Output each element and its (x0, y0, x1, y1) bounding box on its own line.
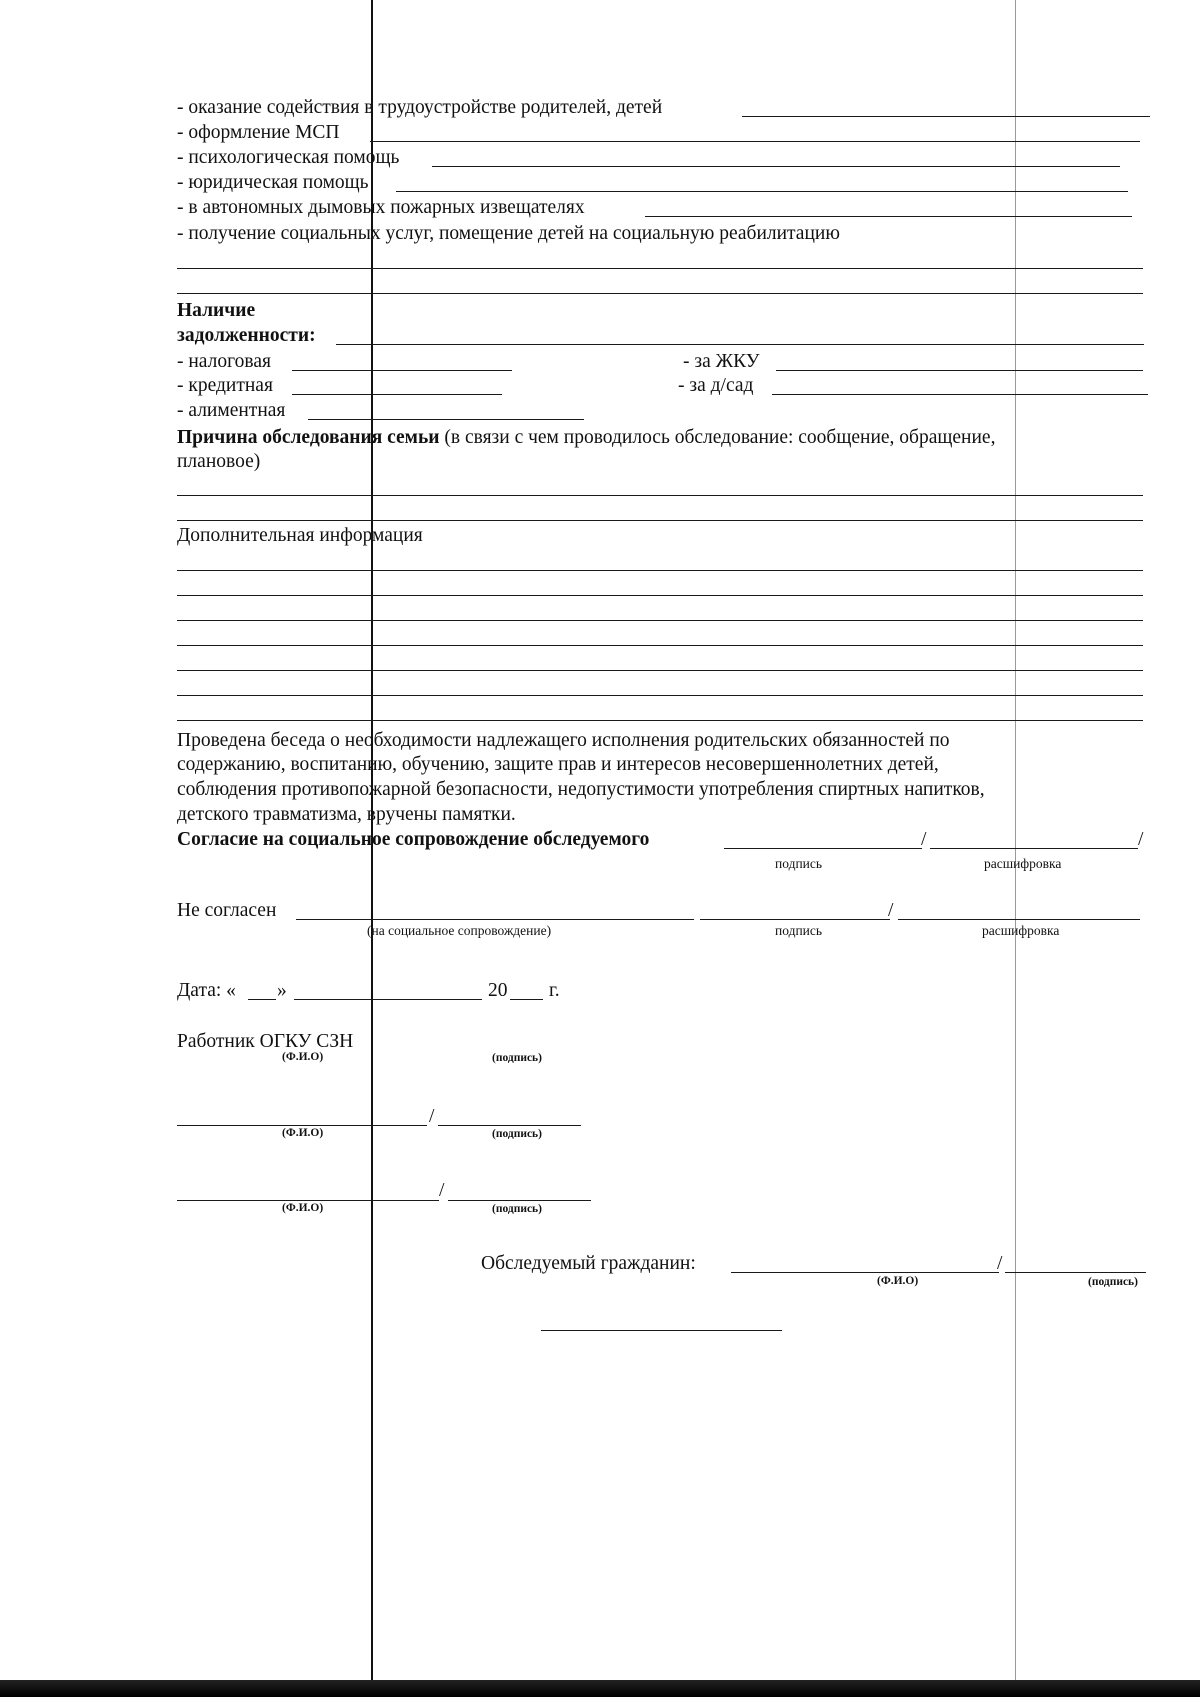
additional-line-7 (177, 720, 1143, 721)
worker-fio-line-3 (177, 1200, 439, 1201)
worker-slash-2: / (429, 1106, 435, 1127)
examined-fio-line (731, 1272, 999, 1273)
date-year-suffix: г. (549, 980, 560, 1001)
additional-line-3 (177, 620, 1143, 621)
disagree-note-caption: (на социальное сопровождение) (367, 923, 552, 938)
examined-label: Обследуемый гражданин: (481, 1253, 696, 1274)
examined-fio-caption: (Ф.И.О) (877, 1275, 919, 1287)
assist-msp: - оформление МСП (177, 122, 340, 143)
worker-label: Работник ОГКУ СЗН (177, 1031, 354, 1052)
assist-smoke: - в автономных дымовых пожарных извещателях (177, 197, 585, 218)
debt-heading-2: задолженности: (177, 325, 316, 346)
date-day-line (248, 999, 276, 1000)
debt-alimony: - алиментная (177, 400, 286, 421)
conversation-line-3: соблюдения противопожарной безопасности, недопустимости употребления спиртных напитков, (177, 779, 985, 800)
debt-housing-line (776, 370, 1143, 371)
disagree-signature-caption: подпись (775, 923, 823, 938)
scan-artifact-footer-band (0, 1680, 1200, 1697)
worker-slash-3: / (439, 1180, 445, 1201)
reason-line-a (177, 495, 1143, 496)
worker-signature-line-3 (448, 1200, 591, 1201)
debt-credit-line (292, 394, 502, 395)
additional-label: Дополнительная информация (177, 525, 423, 546)
assist-employment: - оказание содействия в трудоустройстве родителей, детей (177, 97, 663, 118)
debt-kindergarten: - за д/сад (678, 375, 754, 396)
reason-rest: (в связи с чем проводилось обследование: сообщение, обращение, (439, 427, 996, 448)
date-month-line (294, 999, 482, 1000)
assist-psych: - психологическая помощь (177, 147, 400, 168)
disagree-signature-line (700, 919, 890, 920)
date-close-quote: » (277, 980, 287, 1001)
date-label: Дата: « (177, 980, 236, 1001)
assist-legal: - юридическая помощь (177, 172, 369, 193)
debt-tax-line (292, 370, 512, 371)
worker-fio-caption-2: (Ф.И.О) (282, 1127, 324, 1139)
assist-employment-line (742, 116, 1150, 117)
conversation-line-2: содержанию, воспитанию, обучению, защите прав и интересов несовершеннолетних детей, (177, 754, 939, 775)
worker-fio-caption-1: (Ф.И.О) (282, 1051, 324, 1063)
consent-end-slash: / (1138, 829, 1144, 850)
worker-signature-line-2 (438, 1125, 581, 1126)
examined-signature-caption: (подпись) (1088, 1276, 1138, 1288)
additional-line-2 (177, 595, 1143, 596)
examined-signature-line (1005, 1272, 1146, 1273)
debt-housing: - за ЖКУ (683, 351, 760, 372)
assist-psych-line (432, 166, 1120, 167)
additional-line-6 (177, 695, 1143, 696)
assist-legal-line (396, 191, 1128, 192)
assist-social: - получение социальных услуг, помещение детей на социальную реабилитацию (177, 223, 840, 244)
worker-signature-caption-2: (подпись) (492, 1128, 542, 1140)
disagree-note-line (296, 919, 694, 920)
conversation-line-4: детского травматизма, вручены памятки. (177, 804, 516, 825)
worker-signature-caption-3: (подпись) (492, 1203, 542, 1215)
assist-social-line-1 (177, 268, 1143, 269)
examined-slash: / (997, 1253, 1003, 1274)
debt-heading-1: Наличие (177, 300, 256, 321)
bottom-signature-line (541, 1330, 782, 1331)
reason-line-b (177, 520, 1143, 521)
consent-decoding-line (930, 848, 1138, 849)
disagree-slash: / (888, 900, 894, 921)
assist-smoke-line (645, 216, 1132, 217)
worker-fio-caption-3: (Ф.И.О) (282, 1202, 324, 1214)
consent-slash: / (921, 829, 927, 850)
disagree-decoding-line (898, 919, 1140, 920)
date-year-prefix: 20 (488, 980, 508, 1001)
additional-line-1 (177, 570, 1143, 571)
consent-signature-line (724, 848, 922, 849)
consent-decoding-caption: расшифровка (984, 856, 1062, 871)
worker-fio-line-2 (177, 1125, 427, 1126)
worker-signature-caption-1: (подпись) (492, 1052, 542, 1064)
consent-signature-caption: подпись (775, 856, 823, 871)
disagree-decoding-caption: расшифровка (982, 923, 1060, 938)
consent-label: Согласие на социальное сопровождение обследуемого (177, 829, 650, 850)
date-year-line (510, 999, 543, 1000)
additional-line-5 (177, 670, 1143, 671)
debt-credit: - кредитная (177, 375, 273, 396)
assist-social-line-2 (177, 293, 1143, 294)
debt-kindergarten-line (772, 394, 1148, 395)
debt-tax: - налоговая (177, 351, 271, 372)
scan-artifact-faint-line (1015, 0, 1016, 1680)
debt-heading-line (336, 344, 1144, 345)
reason-line-2: плановое) (177, 451, 261, 472)
assist-msp-line (370, 141, 1140, 142)
conversation-line-1: Проведена беседа о необходимости надлежащего исполнения родительских обязанностей по (177, 730, 950, 751)
disagree-label: Не согласен (177, 900, 277, 921)
debt-alimony-line (308, 419, 584, 420)
reason-bold: Причина обследования семьи (177, 427, 440, 448)
reason-line-1 (177, 428, 995, 448)
additional-line-4 (177, 645, 1143, 646)
